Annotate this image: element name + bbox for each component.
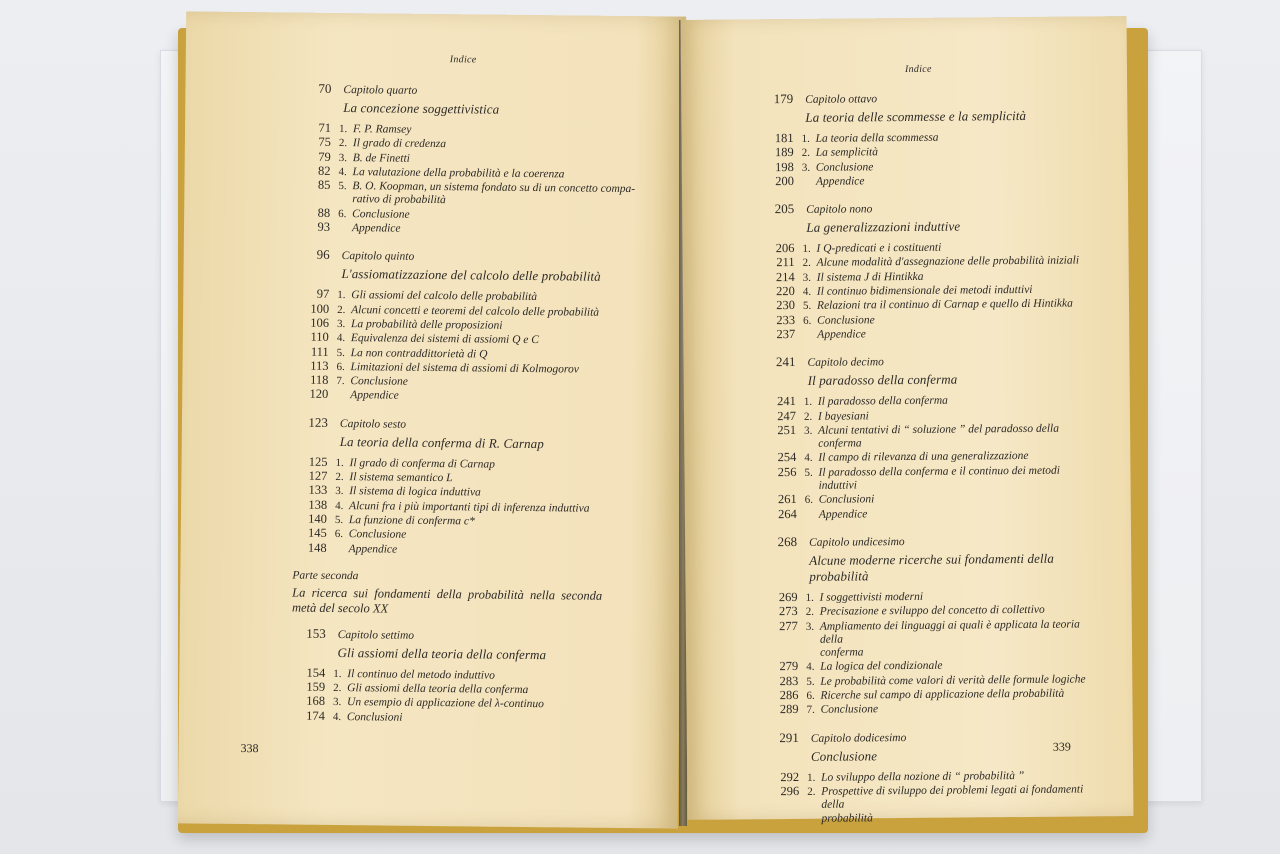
entry-text: La logica del condizionale: [820, 660, 943, 674]
entry-text: Il sistema di logica induttiva: [349, 485, 481, 499]
entry-text-wrapper: [819, 492, 1099, 508]
entry-text: Equivalenza dei sistemi di assiomi Q e C: [350, 332, 540, 347]
chapter-heading: [296, 247, 656, 267]
entry-text: Le probabilità come valori di verità delle formule logiche: [820, 673, 1086, 688]
chapter-title: Conclusione: [810, 747, 878, 764]
chapter-heading: [292, 625, 652, 645]
chapter-block: [759, 88, 1096, 189]
entry-page-number: 125: [308, 454, 328, 469]
entry-text: Alcuni tentativi di “ soluzione ” del paradosso della conferma: [818, 422, 1060, 450]
toc-entry: [760, 129, 1096, 146]
chapter-block: [296, 81, 658, 239]
chapter-heading: [759, 88, 1095, 107]
entry-text: Alcuni concetti e teoremi del calcolo delle probabilità: [351, 303, 600, 319]
entry-text: Il campo di rilevanza di una generalizzazione: [818, 450, 1029, 465]
entry-text: Conclusione: [815, 160, 874, 174]
entry-index: 2.: [803, 410, 813, 423]
entry-page-number: 292: [780, 769, 800, 784]
entry-text: Un esempio di applicazione del λ-continuo: [346, 696, 545, 711]
entry-text-wrapper: [820, 673, 1100, 689]
entry-text: Lo sviluppo della nozione di “ probabilità ”: [821, 769, 1025, 784]
entry-text-continuation: probabilità: [821, 811, 873, 825]
entry-page-number: 110: [310, 329, 329, 345]
entry-text-wrapper: [818, 422, 1098, 451]
toc-entry: [763, 505, 1099, 522]
entry-text-wrapper: [821, 769, 1101, 785]
entry-index: 1.: [333, 667, 342, 680]
chapter-label: Capitolo quarto: [343, 84, 418, 97]
entry-text-wrapper: [816, 173, 1096, 189]
entry-index: 3.: [801, 161, 811, 174]
entry-page-number: 133: [308, 483, 328, 498]
entry-index: 3.: [802, 271, 812, 284]
entry-index: 5.: [802, 300, 812, 313]
entry-text-wrapper: [817, 283, 1097, 299]
chapter-heading: [763, 531, 1099, 550]
chapter-page-number: 205: [774, 201, 795, 217]
table-of-contents: [759, 88, 1102, 838]
entry-index: 7.: [336, 375, 345, 388]
entry-page-number: 279: [779, 659, 799, 674]
entry-page-number: 93: [317, 219, 331, 234]
entry-text: La valutazione della probabilità e la coerenza: [352, 166, 565, 181]
entry-page-number: 251: [777, 422, 797, 437]
entry-text-wrapper: [820, 604, 1100, 620]
entry-index: 1.: [803, 396, 813, 409]
entry-text-wrapper: [817, 298, 1097, 314]
toc-entry: [765, 782, 1101, 826]
entry-text: Il sistema J di Hintikka: [816, 270, 924, 284]
entry-index: 1.: [338, 123, 348, 136]
toc-entry: [760, 158, 1096, 175]
entry-page-number: 247: [777, 408, 797, 423]
entry-text: Appendice: [348, 542, 398, 556]
entry-page-number: 189: [774, 145, 794, 160]
entry-text: B. O. Koopman, un sistema fondato su di un concetto compa-: [352, 180, 636, 196]
entry-text-wrapper: [352, 180, 656, 210]
toc-entry: [764, 603, 1100, 620]
chapter-page-number: 291: [779, 729, 799, 745]
entry-index: 5.: [804, 466, 813, 479]
entry-index: 2.: [801, 147, 810, 160]
entry-text-wrapper: [349, 543, 653, 559]
entry-page-number: 211: [776, 255, 795, 270]
chapter-block: [765, 727, 1102, 826]
chapter-heading: [765, 727, 1101, 746]
chapter-title: Il paradosso della conferma: [807, 371, 958, 389]
chapter-block: [760, 199, 1097, 343]
entry-page-number: 113: [310, 358, 329, 373]
entry-text: Conclusioni: [346, 710, 403, 724]
chapter-label: Capitolo ottavo: [805, 93, 878, 106]
chapter-page-number: 179: [773, 90, 794, 107]
chapter-block: [761, 352, 1098, 523]
toc-entry: [764, 588, 1100, 605]
page-number: 338: [240, 741, 259, 756]
entry-text: Precisazione e sviluppo del concetto di collettivo: [819, 604, 1045, 619]
entry-text-wrapper: [817, 326, 1097, 342]
entry-index: 2.: [802, 257, 811, 270]
entry-page-number: 120: [309, 387, 329, 402]
entry-index: 1.: [335, 456, 344, 469]
entry-page-number: 145: [307, 525, 327, 541]
chapter-title: L'assiomatizzazione del calcolo delle probabilità: [341, 266, 601, 285]
entry-index: 2.: [335, 471, 344, 484]
left-page: [178, 11, 686, 828]
chapter-label: Capitolo dodicesimo: [810, 731, 907, 745]
toc-entry: [761, 325, 1097, 342]
entry-page-number: 154: [306, 665, 326, 680]
entry-text-wrapper: [820, 702, 1100, 718]
entry-text-wrapper: [816, 241, 1096, 257]
entry-index: 2.: [333, 682, 342, 695]
entry-text-wrapper: [817, 312, 1097, 328]
entry-index: 4.: [806, 661, 815, 674]
entry-text: Appendice: [817, 328, 866, 341]
entry-page-number: 159: [306, 679, 326, 695]
entry-text-wrapper: [818, 408, 1098, 424]
entry-index: 2.: [338, 137, 348, 150]
entry-page-number: 269: [778, 589, 798, 605]
entry-text: Conclusione: [352, 207, 410, 221]
entry-index: 5.: [338, 180, 347, 193]
chapter-label: Capitolo nono: [806, 203, 873, 217]
entry-index: 1.: [802, 243, 811, 256]
chapter-label: Capitolo undicesimo: [809, 535, 905, 549]
entry-text-wrapper: [820, 659, 1100, 675]
chapter-label: Capitolo decimo: [807, 356, 884, 370]
entry-text-wrapper: [818, 394, 1098, 410]
entry-index: 5.: [806, 675, 815, 688]
running-header: Indice: [449, 54, 477, 66]
entry-text: La semplicità: [815, 146, 879, 160]
entry-page-number: 100: [310, 301, 330, 316]
entry-text: La teoria della scommessa: [815, 131, 939, 145]
entry-text-wrapper: [350, 390, 654, 406]
entry-text: I Q-predicati e i costituenti: [816, 241, 942, 255]
entry-index: 3.: [332, 696, 342, 709]
chapter-page-number: 123: [308, 414, 329, 430]
entry-page-number: 233: [776, 312, 796, 327]
chapter-page-number: 70: [318, 80, 332, 96]
entry-index: 6.: [806, 689, 815, 702]
entry-index: 1.: [805, 591, 814, 604]
entry-text: I soggettivisti moderni: [819, 590, 924, 604]
entry-text: Appendice: [350, 389, 399, 403]
chapter-title: Gli assiomi della teoria della conferma: [337, 644, 547, 663]
toc-entry: [762, 421, 1098, 452]
entry-text-wrapper: [820, 687, 1100, 703]
entry-text: Appendice: [351, 222, 401, 235]
toc-entry: [296, 179, 656, 210]
entry-text: I bayesiani: [817, 409, 869, 423]
entry-page-number: 82: [318, 163, 331, 178]
entry-page-number: 111: [310, 344, 329, 359]
chapter-title: La teoria delle scommesse e la semplicità: [805, 107, 1027, 125]
entry-text: Il continuo del metodo induttivo: [347, 667, 495, 682]
entry-text: Conclusione: [348, 528, 407, 541]
toc-entry: [764, 658, 1100, 675]
entry-page-number: 264: [778, 506, 797, 521]
chapter-heading: [760, 199, 1096, 218]
entry-text: Conclusioni: [818, 493, 875, 507]
entry-index: 6.: [338, 207, 347, 220]
entry-page-number: 241: [777, 394, 796, 409]
chapter-title: La generalizzazioni induttive: [806, 218, 961, 236]
entry-index: 1.: [807, 771, 816, 784]
entry-text: F. P. Ramsey: [352, 123, 412, 136]
entry-text: Conclusione: [817, 313, 875, 327]
entry-text: Il grado di conferma di Carnap: [349, 456, 495, 471]
chapter-title: La teoria della conferma di R. Carnap: [339, 433, 544, 451]
entry-text-wrapper: [818, 450, 1098, 466]
chapter-page-number: 241: [775, 354, 796, 370]
toc-entry: [763, 491, 1099, 508]
entry-page-number: 214: [775, 269, 795, 284]
entry-page-number: 289: [779, 702, 799, 717]
entry-index: 3.: [805, 620, 815, 633]
toc-entry: [760, 240, 1096, 257]
page-number: 339: [1052, 739, 1071, 754]
chapter-page-number: 268: [777, 533, 798, 550]
entry-index: 4.: [804, 452, 813, 465]
toc-entry: [765, 768, 1101, 785]
toc-entry: [762, 449, 1098, 466]
chapter-block: [294, 247, 656, 406]
chapter-label: Capitolo sesto: [339, 417, 407, 431]
toc-entry: [761, 311, 1097, 328]
entry-page-number: 283: [779, 673, 799, 688]
chapter-heading: [294, 414, 654, 434]
entry-text: Appendice: [818, 507, 868, 521]
toc-entry: [761, 268, 1097, 285]
toc-entry: [761, 282, 1097, 299]
entry-index: 2.: [337, 303, 346, 316]
chapter-heading: [761, 352, 1097, 371]
entry-page-number: 174: [306, 708, 325, 723]
entry-text-wrapper: [352, 222, 656, 238]
entry-text: Il continuo bidimensionale dei metodi induttivi: [816, 283, 1033, 298]
entry-index: 3.: [338, 151, 348, 164]
entry-text: Alcuni fra i più importanti tipi di inferenza induttiva: [349, 499, 590, 515]
entry-page-number: 277: [778, 618, 798, 633]
entry-index: 4.: [332, 710, 342, 723]
entry-index: 5.: [336, 346, 346, 359]
entry-text-wrapper: [820, 589, 1100, 605]
entry-page-number: 148: [307, 540, 327, 555]
entry-index: 6.: [336, 360, 345, 373]
entry-index: 5.: [334, 513, 344, 527]
entry-page-number: 256: [777, 464, 797, 479]
entry-text: Il paradosso della conferma e il continuo dei metodi induttivi: [818, 464, 1060, 492]
entry-page-number: 273: [778, 604, 798, 619]
toc-entry: [760, 144, 1096, 161]
entry-page-number: 75: [318, 135, 331, 150]
entry-text: Ampliamento dei linguaggi ai quali è applicata la teoria della: [819, 618, 1080, 646]
entry-text-wrapper: [820, 618, 1100, 660]
entry-text: Conclusione: [350, 375, 408, 388]
entry-page-number: 88: [317, 205, 331, 220]
entry-text-wrapper: [816, 145, 1096, 161]
entry-index: 3.: [804, 424, 813, 437]
entry-index: 1.: [337, 289, 346, 302]
entry-text-wrapper: [817, 269, 1097, 285]
toc-entry: [764, 701, 1100, 718]
entry-text: Limitazioni del sistema di assiomi di Kolmogorov: [350, 361, 579, 376]
entry-page-number: 71: [318, 120, 332, 135]
entry-index: 2.: [805, 606, 814, 619]
entry-text-continuation: conferma: [819, 646, 864, 659]
part-label: Parte seconda: [292, 569, 359, 583]
toc-entry: [762, 407, 1098, 424]
chapter-block: [293, 414, 654, 559]
right-page: [681, 16, 1134, 825]
entry-page-number: 286: [779, 687, 799, 703]
toc-entry: [761, 254, 1097, 271]
entry-index: 4.: [335, 499, 344, 512]
entry-text: Conclusione: [820, 703, 879, 717]
entry-index: 6.: [804, 494, 814, 507]
entry-text: Gli assiomi del calcolo delle probabilità: [351, 289, 538, 304]
entry-page-number: 168: [306, 694, 326, 709]
entry-page-number: 230: [776, 298, 796, 313]
entry-page-number: 138: [308, 497, 328, 512]
chapter-heading: [297, 81, 657, 101]
entry-text: Gli assiomi della teoria della conferma: [347, 682, 529, 697]
entry-text-continuation: rativo di probabilità: [352, 193, 446, 207]
entry-text-wrapper: [819, 506, 1099, 522]
entry-text: Relazioni tra il continuo di Carnap e quello di Hintikka: [816, 297, 1073, 313]
entry-index: 4.: [802, 285, 812, 298]
entry-text: La non contraddittorietà di Q: [350, 346, 488, 361]
chapter-label: Capitolo settimo: [337, 628, 415, 642]
entry-index: 6.: [334, 528, 344, 541]
entry-text: Ricerche sul campo di applicazione della probabilità: [820, 687, 1065, 702]
chapter-page-number: 96: [316, 247, 330, 263]
entry-text: Il sistema semantico L: [349, 471, 453, 485]
entry-page-number: 200: [775, 173, 794, 189]
entry-page-number: 198: [774, 159, 794, 174]
entry-page-number: 79: [318, 149, 331, 164]
chapter-title: Alcune moderne ricerche sui fondamenti della probabilità: [809, 550, 1055, 584]
entry-text: La probabilità delle proposizioni: [350, 318, 503, 332]
entry-text: Alcune modalità d'assegnazione delle probabilità iniziali: [816, 254, 1080, 270]
entry-index: 4.: [338, 165, 347, 178]
table-of-contents: [291, 81, 658, 740]
entry-text-wrapper: [817, 255, 1097, 271]
entry-index: 4.: [336, 332, 346, 345]
entry-index: 3.: [335, 485, 344, 498]
entry-index: 6.: [803, 314, 812, 327]
entry-text: Il paradosso della conferma: [817, 394, 948, 409]
entry-text: Appendice: [815, 175, 865, 188]
entry-index: 3.: [336, 317, 346, 331]
running-header: Indice: [904, 63, 932, 76]
toc-entry: [764, 672, 1100, 689]
entry-text: B. de Finetti: [352, 151, 410, 165]
entry-index: 7.: [806, 704, 815, 717]
toc-entry: [764, 686, 1100, 703]
entry-text-wrapper: [821, 783, 1101, 825]
entry-text-wrapper: [816, 130, 1096, 146]
toc-entry: [761, 297, 1097, 314]
entry-page-number: 85: [317, 177, 331, 193]
entry-page-number: 237: [776, 326, 796, 342]
toc-entry: [760, 172, 1096, 189]
entry-page-number: 181: [774, 130, 794, 146]
entry-page-number: 118: [310, 372, 329, 388]
entry-page-number: 254: [777, 450, 797, 465]
entry-index: 2.: [807, 785, 816, 798]
entry-text-wrapper: [347, 711, 651, 727]
chapter-label: Capitolo quinto: [341, 250, 415, 264]
chapter-title: La concezione soggettivistica: [343, 100, 500, 117]
chapter-block: [763, 531, 1101, 718]
entry-page-number: 106: [310, 315, 330, 330]
part-title: La ricerca sui fondamenti della probabilità nella seconda metà del secolo XX: [291, 585, 603, 616]
toc-entry: [764, 617, 1100, 661]
toc-entry: [762, 393, 1098, 410]
chapter-page-number: 153: [306, 625, 326, 641]
entry-page-number: 127: [308, 468, 328, 483]
toc-entry: [762, 463, 1098, 494]
entry-page-number: 206: [775, 241, 795, 256]
entry-page-number: 261: [777, 492, 797, 507]
entry-text: La funzione di conferma c*: [348, 514, 475, 528]
entry-page-number: 140: [308, 511, 328, 526]
entry-page-number: 220: [776, 284, 795, 299]
entry-text-wrapper: [818, 464, 1098, 493]
chapter-block: [291, 625, 652, 727]
entry-page-number: 97: [316, 287, 330, 302]
entry-text-wrapper: [816, 159, 1096, 175]
entry-index: 1.: [801, 132, 810, 145]
entry-text: Prospettive di sviluppo dei problemi legati ai fondamenti della: [821, 783, 1084, 811]
entry-page-number: 296: [780, 783, 800, 799]
entry-text: Il grado di credenza: [352, 137, 447, 151]
